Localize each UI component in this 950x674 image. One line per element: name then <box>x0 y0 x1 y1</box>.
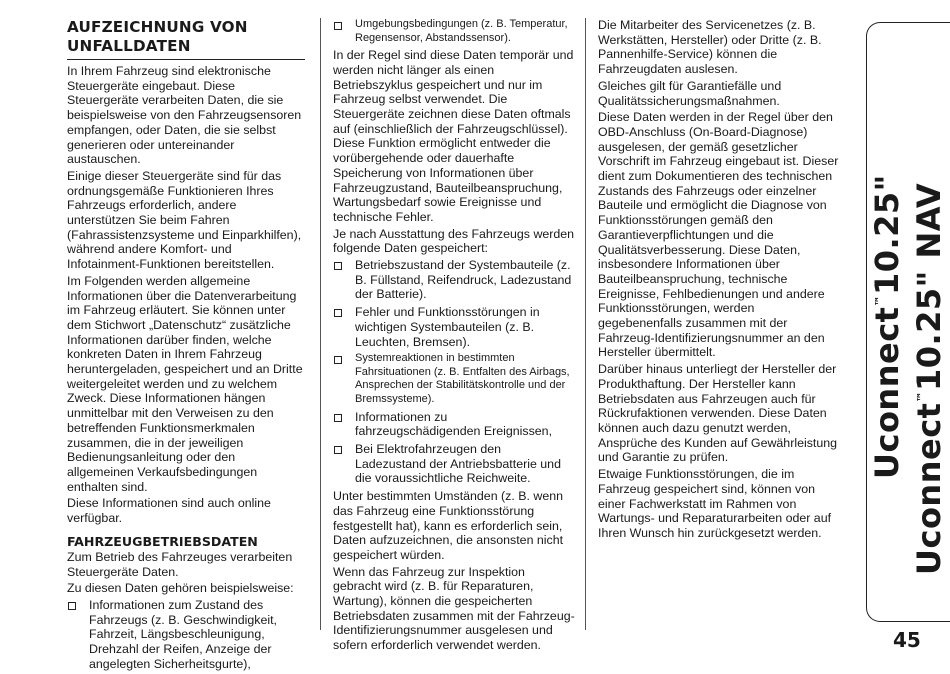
paragraph: In Ihrem Fahrzeug sind elektronische Steuergeräte eingebaut. Diese Steuergeräte verarbeiten Daten, die sie beispielsweise von den Fahrzeugsensoren empfangen, oder Daten, die sie selbst generieren oder untereinander austauschen. <box>67 64 302 167</box>
list-item <box>333 258 575 302</box>
checkbox-bullet-icon <box>334 414 342 422</box>
paragraph: Zum Betrieb des Fahrzeuges verarbeiten Steuergeräte Daten. <box>67 549 293 579</box>
paragraph: Etwaige Funktionsstörungen, die im Fahrzeug gespeichert sind, können von einer Fachwerkstatt im Rahmen von Wartungs- und Reparaturarbeiten oder auf Ihren Wunsch hin zurückgesetzt werden. <box>598 467 832 540</box>
column-divider <box>585 18 586 630</box>
column-1 <box>67 18 305 674</box>
paragraph: Zu diesen Daten gehören beispielsweise: <box>67 581 294 596</box>
chapter-title-line-1 <box>868 174 906 479</box>
checkbox-bullet-icon <box>334 446 342 454</box>
column-divider <box>320 18 321 630</box>
checkbox-bullet-icon <box>334 22 342 30</box>
bullet-list <box>333 18 575 45</box>
list-item-text: Informationen zum Zustand des Fahrzeugs (z. B. Geschwindigkeit, Fahrzeit, Längsbeschleunigung, Drehzahl der Reifen, Anzeige der angelegten Sicherheitsgurte), <box>89 597 278 671</box>
paragraph: Diese Informationen sind auch online verfügbar. <box>67 496 271 526</box>
checkbox-bullet-icon <box>334 262 342 270</box>
list-item-text: Systemreaktionen in bestimmten Fahrsituationen (z. B. Entfalten des Airbags, Ansprechen der Stabilitätskontrolle und der Bremssysteme). <box>355 352 570 406</box>
list-item <box>333 305 575 349</box>
section-heading-unfalldaten: AUFZEICHNUNG VON UNFALLDATEN <box>67 18 305 60</box>
checkbox-bullet-icon <box>334 309 342 317</box>
paragraph: Unter bestimmten Umständen (z. B. wenn das Fahrzeug eine Funktionsstörung festgestellt hat), kann es erforderlich sein, Daten aufzuzeichnen, die ansonsten nicht gespeichert würden. <box>333 489 564 562</box>
list-item-text: Fehler und Funktionsstörungen in wichtigen Systembauteilen (z. B. Leuchten, Bremsen). <box>355 305 540 349</box>
list-item <box>333 442 575 486</box>
paragraph: Je nach Ausstattung des Fahrzeugs werden folgende Daten gespeichert: <box>333 226 575 256</box>
paragraph: Im Folgenden werden allgemeine Informationen über die Datenverarbeitung im Fahrzeug erläutert. Sie können unter dem Stichwort „Datenschutz“ zusätzliche Informationen darüber finden, welche konkreten Daten in Ihrem Fahrzeug heruntergeladen, gespeichert und an Dritte weitergeleitet werden und zu welchem Zweck. Diese Informationen hängen unmittelbar mit den Verweisen zu den betreffenden Funktionsmerkmalen zusammen, die in der jeweiligen Bedienungsanleitung oder den allgemeinen Verkaufsbedingungen enthalten sind. <box>67 273 303 494</box>
paragraph: In der Regel sind diese Daten temporär und werden nicht länger als einen Betriebszyklus gespeichert und nur im Fahrzeug selbst verwendet. Die Steuergeräte zeichnen diese Daten oftmals auf (einschließlich der Fahrzeugschlüssel). Diese Funktion ermöglicht entweder die vorübergehende oder dauerhafte Speicherung von Informationen über Fahrzeugzustand, Bauteilbeanspruchung, Wartungsbedarf sowie Ereignisse und technische Fehler. <box>333 48 574 224</box>
subheading-fahrzeugbetriebsdaten: FAHRZEUGBETRIEBSDATEN <box>67 533 258 549</box>
paragraph: Gleiches gilt für Garantiefälle und Qualitätssicherungsmaßnahmen. <box>598 78 782 108</box>
list-item <box>333 410 575 439</box>
bullet-list <box>67 598 305 672</box>
list-item <box>333 352 575 406</box>
list-item-text: Umgebungsbedingungen (z. B. Temperatur, Regensensor, Abstandssensor). <box>355 18 568 44</box>
paragraph: Einige dieser Steuergeräte sind für das ordnungsgemäße Funktionieren Ihres Fahrzeugs erforderlich, andere unterstützen Sie beim Fahren (Fahrassistenzsysteme und Einparkhilfen), während andere Komfort- und Infotainment-Funktionen bereitstellen. <box>67 168 302 272</box>
brand-name: Uconnect <box>910 402 948 575</box>
chapter-title <box>866 145 950 575</box>
list-item-text: Bei Elektrofahrzeugen den Ladezustand der Antriebsbatterie und die voraussichtliche Reichweite. <box>355 442 561 486</box>
trademark: ™ <box>873 295 886 307</box>
list-item <box>67 598 305 672</box>
brand-name: Uconnect <box>868 306 906 479</box>
paragraph: Die Mitarbeiter des Servicenetzes (z. B. Werkstätten, Hersteller) oder Dritte (z. B. Pannenhilfe-Service) können die Fahrzeugdaten auslesen. <box>598 18 822 77</box>
column-3 <box>598 18 840 543</box>
bullet-list <box>333 258 575 486</box>
chapter-title-line-2 <box>910 183 948 575</box>
paragraph: Diese Daten werden in der Regel über den OBD-Anschluss (On-Board-Diagnose) ausgelesen, der gemäß gesetzlicher Vorschrift im Fahrzeug eingebaut ist. Dieser dient zum Dokumentieren des technischen Zustands des Fahrzeugs oder einzelner Bauteile und ermöglicht die Diagnose von Funktionsstörungen gemäß den Garantieverpflichtungen und die Qualitätsverbesserung. Diese Daten, insbesondere Informationen über Bauteilbeanspruchung, technische Ereignisse, Fehlbedienungen und andere Funktionsstörungen, werden gegebenenfalls zusammen mit der Fahrzeug-Identifizierungsnummer an den Hersteller übermittelt. <box>598 110 839 360</box>
list-item-text: Informationen zu fahrzeugschädigenden Ereignissen, <box>355 409 553 439</box>
paragraph: Darüber hinaus unterliegt der Hersteller der Produkthaftung. Der Hersteller kann Betriebsdaten aus Fahrzeugen auch für Rückrufaktionen verwenden. Diese Daten können auch dazu genutzt werden, Ansprüche des Kunden auf Gewährleistung und Garantie zu prüfen. <box>598 362 838 465</box>
model-label: 10.25" NAV <box>910 182 948 392</box>
trademark: ™ <box>915 391 928 403</box>
checkbox-bullet-icon <box>68 602 76 610</box>
list-item-text: Betriebszustand der Systembauteile (z. B. Füllstand, Reifendruck, Ladezustand der Batterie). <box>355 258 572 302</box>
list-item <box>333 18 575 45</box>
column-2 <box>333 18 575 655</box>
model-label: 10.25" <box>868 174 906 296</box>
page-number: 45 <box>893 628 921 652</box>
checkbox-bullet-icon <box>334 356 342 364</box>
paragraph: Wenn das Fahrzeug zur Inspektion gebracht wird (z. B. für Reparaturen, Wartung), können die gespeicherten Betriebsdaten zusammen mit der Fahrzeug-Identifizierungsnummer ausgelesen und sofern erforderlich verwendet werden. <box>333 564 575 653</box>
